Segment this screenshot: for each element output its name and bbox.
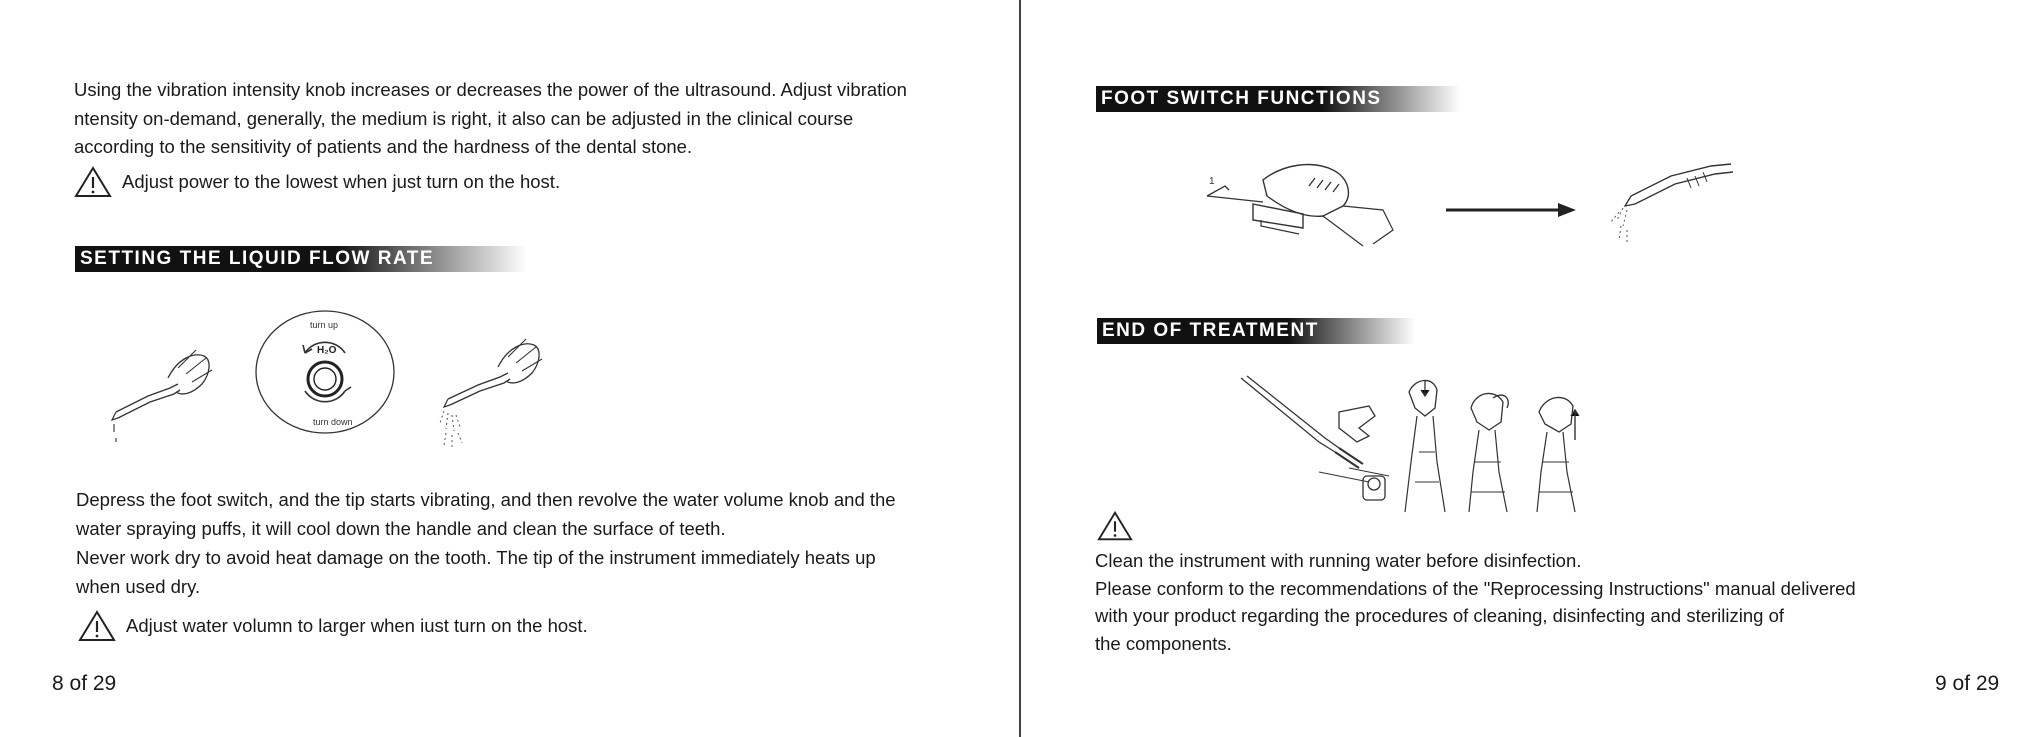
flow-line: water spraying puffs, it will cool down the handle and clean the surface of teeth. xyxy=(76,518,726,539)
heading-foot-switch: FOOT SWITCH FUNCTIONS xyxy=(1096,86,1460,112)
page-number-right: 9 of 29 xyxy=(1935,672,2000,695)
heading-end-treatment: END OF TREATMENT xyxy=(1097,318,1415,344)
warning-power xyxy=(74,166,560,198)
end-line: Clean the instrument with running water before disinfection. xyxy=(1095,550,1582,571)
warning-water-text: Adjust water volumn to larger when iust turn on the host. xyxy=(126,615,588,636)
end-treatment-illustration xyxy=(1239,372,1659,542)
warning-water xyxy=(78,610,588,642)
end-line: Please conform to the recommendations of the "Reprocessing Instructions" manual delivered xyxy=(1095,577,1856,599)
warning-icon xyxy=(1097,510,1133,542)
warning-icon xyxy=(74,166,112,198)
dial-turn-down-label: turn down xyxy=(313,417,353,427)
warning-power-text: Adjust power to the lowest when just turn on the host. xyxy=(122,171,561,192)
handpiece-drip-illustration xyxy=(108,338,218,448)
flow-line: Depress the foot switch, and the tip starts vibrating, and then revolve the water volume knob and the xyxy=(76,489,896,510)
handpiece-spray-illustration xyxy=(438,333,548,453)
dial-turn-up-label: turn up xyxy=(310,320,339,330)
end-line: the components. xyxy=(1095,632,1232,654)
intro-line: according to the sensitivity of patients and the hardness of the dental stone. xyxy=(74,136,693,157)
warning-icon xyxy=(78,610,116,642)
intro-line: ntensity on-demand, generally, the medium is right, it also can be adjusted in the clinical course xyxy=(74,107,854,129)
left-page xyxy=(0,0,1019,737)
foot-switch-illustration xyxy=(1203,160,1403,260)
svg-text:1: 1 xyxy=(1209,176,1215,187)
heading-liquid-flow: SETTING THE LIQUID FLOW RATE xyxy=(75,246,527,272)
page-number-left: 8 of 29 xyxy=(52,672,117,695)
flow-line: when used dry. xyxy=(76,576,201,597)
intro-line: Using the vibration intensity knob increases or decreases the power of the ultrasound. Adjust vibration xyxy=(74,79,907,100)
intro-paragraph xyxy=(74,76,907,162)
right-page xyxy=(1021,0,2041,737)
flow-paragraph xyxy=(76,485,896,601)
end-treatment-paragraph xyxy=(1095,547,1856,657)
flow-line: Never work dry to avoid heat damage on the tooth. The tip of the instrument immediately heats up xyxy=(76,547,876,568)
handpiece-spray-tip-illustration xyxy=(1591,160,1741,260)
dial-h2o-label: H₂O xyxy=(317,345,337,356)
end-line: with your product regarding the procedures of cleaning, disinfecting and sterilizing of xyxy=(1095,605,1785,626)
arrow-right-icon xyxy=(1444,200,1578,220)
